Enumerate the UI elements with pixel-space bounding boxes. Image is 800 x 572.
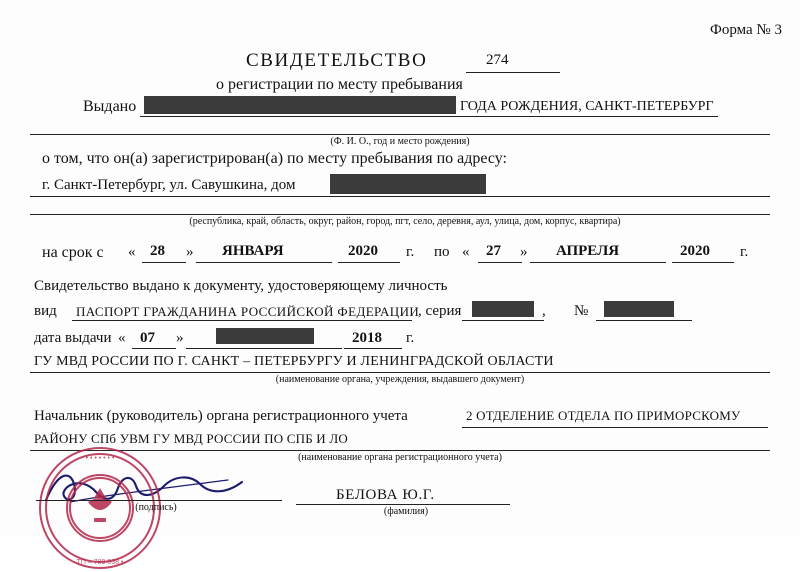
term-quote-open-2: « [462, 244, 470, 260]
term-day-to-underline [478, 262, 522, 263]
svg-text:• • • • • • •: • • • • • • • [85, 455, 115, 462]
official-body-underline-2 [30, 450, 770, 451]
term-label: на срок с [42, 244, 104, 261]
issue-date-day-underline [132, 348, 176, 349]
identity-doc-type-value: ПАСПОРТ ГРАЖДАНИНА РОССИЙСКОЙ ФЕДЕРАЦИИ [76, 304, 420, 319]
term-g-1: г. [406, 244, 415, 260]
caption-fio: (Ф. И. О., год и место рождения) [330, 136, 470, 147]
issue-date-month-underline [186, 348, 342, 349]
signature-underline [36, 500, 282, 501]
fio-underline [30, 134, 770, 135]
surname-underline [296, 504, 510, 505]
issued-label: Выдано [83, 98, 137, 115]
registration-statement: о том, что он(а) зарегистрирован(а) по месту пребывания по адресу: [42, 150, 507, 167]
identity-doc-type-label: вид [34, 303, 57, 319]
term-year-to-underline [672, 262, 734, 263]
svg-text:ТП – 789 038 •: ТП – 789 038 • [76, 559, 124, 566]
certificate-number-underline [466, 72, 560, 73]
term-year-to: 2020 [680, 243, 710, 259]
address-underline-2 [30, 214, 770, 215]
identity-doc-series-label: , серия [418, 303, 462, 319]
term-day-from-underline [142, 262, 186, 263]
document-title: СВИДЕТЕЛЬСТВО [246, 50, 428, 71]
term-month-from-underline [196, 262, 332, 263]
term-month-to-underline [530, 262, 666, 263]
term-quote-close-1: » [186, 244, 194, 260]
official-body-underline-1 [462, 427, 768, 428]
issue-date-g: г. [406, 330, 415, 346]
redacted-issue-month-bar [216, 328, 314, 344]
term-g-2: г. [740, 244, 749, 260]
redacted-name-bar [144, 96, 456, 114]
identity-doc-comma: , [542, 303, 546, 319]
issue-date-quote-close: » [176, 330, 184, 346]
redacted-series-bar [472, 301, 534, 317]
issue-date-day: 07 [140, 330, 155, 346]
form-number: Форма № 3 [710, 22, 782, 38]
issued-birth-place: ГОДА РОЖДЕНИЯ, САНКТ-ПЕТЕРБУРГ [460, 99, 714, 114]
issue-date-year: 2018 [352, 330, 382, 346]
term-year-from-underline [338, 262, 400, 263]
official-surname: БЕЛОВА Ю.Г. [336, 487, 435, 503]
identity-doc-type-underline [72, 320, 412, 321]
certificate-number: 274 [486, 52, 509, 68]
caption-official-body: (наименование органа регистрационного учета) [298, 452, 502, 463]
term-month-to: АПРЕЛЯ [556, 243, 620, 259]
issuing-authority: ГУ МВД РОССИИ ПО Г. САНКТ – ПЕТЕРБУРГУ И ЛЕНИНГРАДСКОЙ ОБЛАСТИ [34, 354, 554, 369]
address-underline-1 [30, 196, 770, 197]
term-day-to: 27 [486, 243, 501, 259]
redacted-house-bar [330, 174, 486, 194]
redacted-number-bar [604, 301, 674, 317]
caption-issuing-authority: (наименование органа, учреждения, выдавшего документ) [275, 374, 525, 385]
term-quote-open-1: « [128, 244, 136, 260]
term-month-from: ЯНВАРЯ [222, 243, 284, 259]
address-value: г. Санкт-Петербург, ул. Савушкина, дом [42, 177, 296, 193]
identity-doc-series-underline [462, 320, 544, 321]
caption-address: (республика, край, область, округ, район, город, пгт, село, деревня, аул, улица, дом, корпус, квартира) [189, 216, 621, 227]
issue-date-label: дата выдачи [34, 330, 112, 346]
official-body-line-2: РАЙОНУ СПб УВМ ГУ МВД РОССИИ ПО СПБ И ЛО [34, 431, 348, 446]
issued-underline [140, 116, 718, 117]
identity-doc-number-underline [596, 320, 692, 321]
term-po: по [434, 244, 450, 260]
term-year-from: 2020 [348, 243, 378, 259]
official-body-line-1: 2 ОТДЕЛЕНИЕ ОТДЕЛА ПО ПРИМОРСКОМУ [466, 408, 741, 423]
document-subtitle: о регистрации по месту пребывания [216, 76, 463, 93]
issue-date-year-underline [344, 348, 402, 349]
term-quote-close-2: » [520, 244, 528, 260]
caption-surname: (фамилия) [383, 506, 429, 517]
identity-doc-number-label: № [574, 303, 589, 319]
issuing-authority-underline [30, 372, 770, 373]
official-label: Начальник (руководитель) органа регистрационного учета [34, 408, 408, 424]
issue-date-quote-open: « [118, 330, 126, 346]
identity-doc-intro: Свидетельство выдано к документу, удостоверяющему личность [34, 278, 448, 294]
caption-signature: (подпись) [135, 502, 177, 513]
term-day-from: 28 [150, 243, 165, 259]
